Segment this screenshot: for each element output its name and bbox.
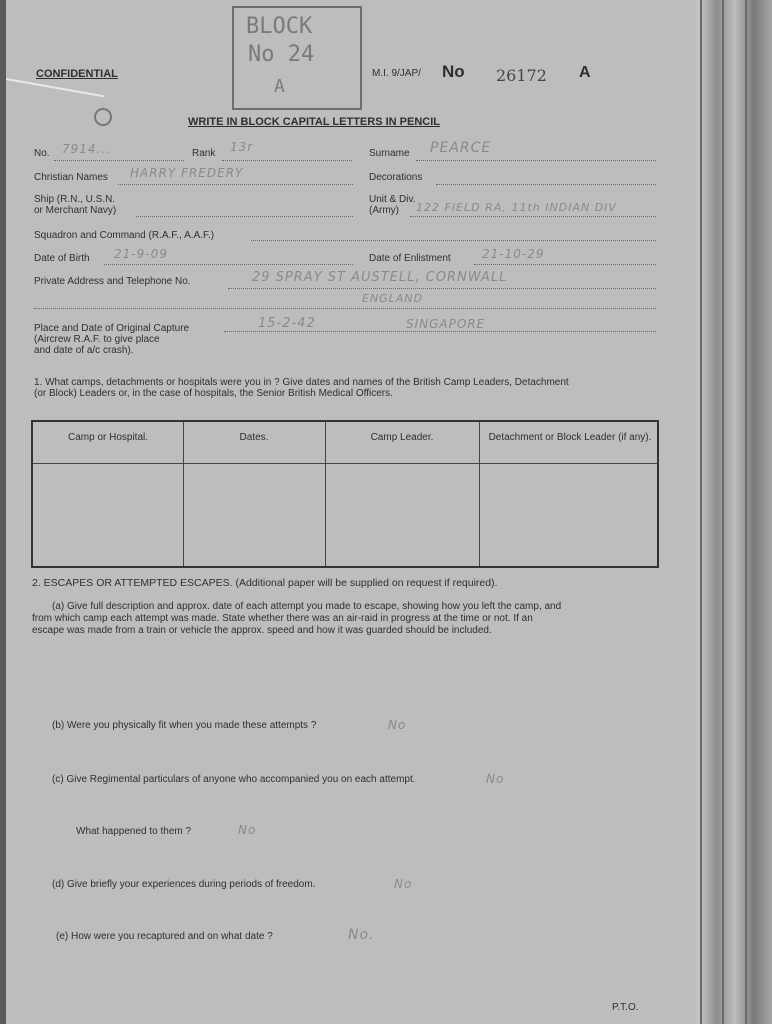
form-reference: M.I. 9/JAP/ [372, 68, 421, 79]
q2e-answer: No. [348, 927, 375, 943]
no-label: No. [34, 148, 50, 159]
squadron-line [251, 240, 656, 241]
q2a-line3: escape was made from a train or vehicle the approx. speed and how it was guarded should be included. [32, 625, 492, 636]
rank-value: 13r [230, 140, 254, 154]
capture-label-line2: (Aircrew R.A.F. to give place [34, 334, 160, 345]
stack-edge [722, 0, 724, 1024]
surname-line [416, 160, 656, 161]
rank-label: Rank [192, 148, 216, 159]
tag-string [6, 78, 105, 97]
instruction-heading: WRITE IN BLOCK CAPITAL LETTERS IN PENCIL [188, 116, 440, 128]
dob-value: 21-9-09 [114, 247, 168, 261]
col-camp-or-hospital: Camp or Hospital. [67, 432, 149, 443]
surname-value: PEARCE [430, 140, 492, 156]
q2c-answer: No [486, 772, 505, 786]
form-number: 26172 [496, 66, 547, 85]
q2a-line1: (a) Give full description and approx. date of each attempt you made to escape, showing how you left the camp, and [52, 601, 562, 612]
address-line2 [34, 308, 656, 309]
unit-label-line1: Unit & Div. [369, 194, 416, 205]
q2a-line2: from which camp each attempt was made. State whether there was an air-raid in progress at the time or not. If an [32, 613, 533, 624]
q1-text-line2: (or Block) Leaders or, in the case of hospitals, the Senior British Medical Officers. [34, 388, 393, 399]
ship-label [34, 194, 116, 216]
address-value-line2: ENGLAND [362, 292, 424, 305]
enlistment-value: 21-10-29 [482, 247, 545, 261]
surname-label: Surname [369, 148, 410, 159]
capture-line [224, 331, 656, 332]
pto-label: P.T.O. [612, 1002, 639, 1013]
stamp-line1: BLOCK [246, 14, 313, 39]
form-suffix: A [579, 64, 591, 81]
confidential-label: CONFIDENTIAL [36, 68, 118, 80]
rank-line [222, 160, 352, 161]
q2d-answer: No [394, 877, 413, 891]
capture-date-value: 15-2-42 [258, 316, 316, 331]
q2b-answer: No [388, 718, 407, 732]
stamp-line3: A [274, 76, 285, 97]
q1-text-line1: 1. What camps, detachments or hospitals were you in ? Give dates and names of the British Camp Leaders, Detachment [34, 377, 569, 388]
unit-label [369, 194, 416, 216]
col-detachment-leader: Detachment or Block Leader (if any). [488, 432, 652, 443]
q2-heading: 2. ESCAPES OR ATTEMPTED ESCAPES. (Additional paper will be supplied on request if required). [32, 577, 498, 589]
q2c-followup-answer: No [238, 823, 257, 837]
col-dates: Dates. [239, 432, 269, 443]
unit-line [410, 216, 656, 217]
christian-names-line [118, 184, 353, 185]
enlistment-line [474, 264, 656, 265]
capture-label-line3: and date of a/c crash). [34, 345, 134, 356]
table-divider [479, 422, 480, 566]
q2c-text: (c) Give Regimental particulars of anyone who accompanied you on each attempt. [52, 774, 416, 785]
enlistment-label: Date of Enlistment [369, 253, 451, 264]
q2e-text: (e) How were you recaptured and on what date ? [56, 931, 273, 942]
block-stamp [232, 6, 362, 110]
ship-label-line2: or Merchant Navy) [34, 205, 117, 216]
ship-label-line1: Ship (R.N., U.S.N. [34, 194, 116, 205]
capture-label [34, 323, 189, 356]
camps-table [31, 420, 659, 568]
address-line1 [228, 288, 656, 289]
dob-label: Date of Birth [34, 253, 90, 264]
address-value-line1: 29 SPRAY ST AUSTELL, CORNWALL [252, 270, 508, 285]
q2c-followup-text: What happened to them ? [76, 826, 192, 837]
no-line [54, 160, 184, 161]
decorations-label: Decorations [369, 172, 423, 183]
col-camp-leader: Camp Leader. [370, 432, 434, 443]
dob-line [104, 264, 353, 265]
tag-knot [94, 108, 112, 126]
squadron-label: Squadron and Command (R.A.F., A.A.F.) [34, 230, 215, 241]
decorations-line [436, 184, 656, 185]
capture-place-value: SINGAPORE [406, 317, 486, 331]
address-label: Private Address and Telephone No. [34, 276, 191, 287]
stamp-line2: No 24 [248, 42, 315, 67]
stack-edge [700, 0, 702, 1024]
ship-line [136, 216, 353, 217]
number-prefix: No [442, 62, 465, 81]
no-value: 7914... [62, 142, 111, 156]
form-page [6, 0, 696, 1024]
unit-value: 122 FIELD RA, 11th INDIAN DIV [416, 201, 617, 214]
q2d-text: (d) Give briefly your experiences during periods of freedom. [52, 879, 316, 890]
capture-label-line1: Place and Date of Original Capture [34, 323, 190, 334]
stack-edge [745, 0, 747, 1024]
christian-names-value: HARRY FREDERY [130, 166, 244, 180]
q2b-text: (b) Were you physically fit when you made these attempts ? [52, 720, 317, 731]
christian-names-label: Christian Names [34, 172, 108, 183]
unit-label-line2: (Army) [369, 205, 399, 216]
